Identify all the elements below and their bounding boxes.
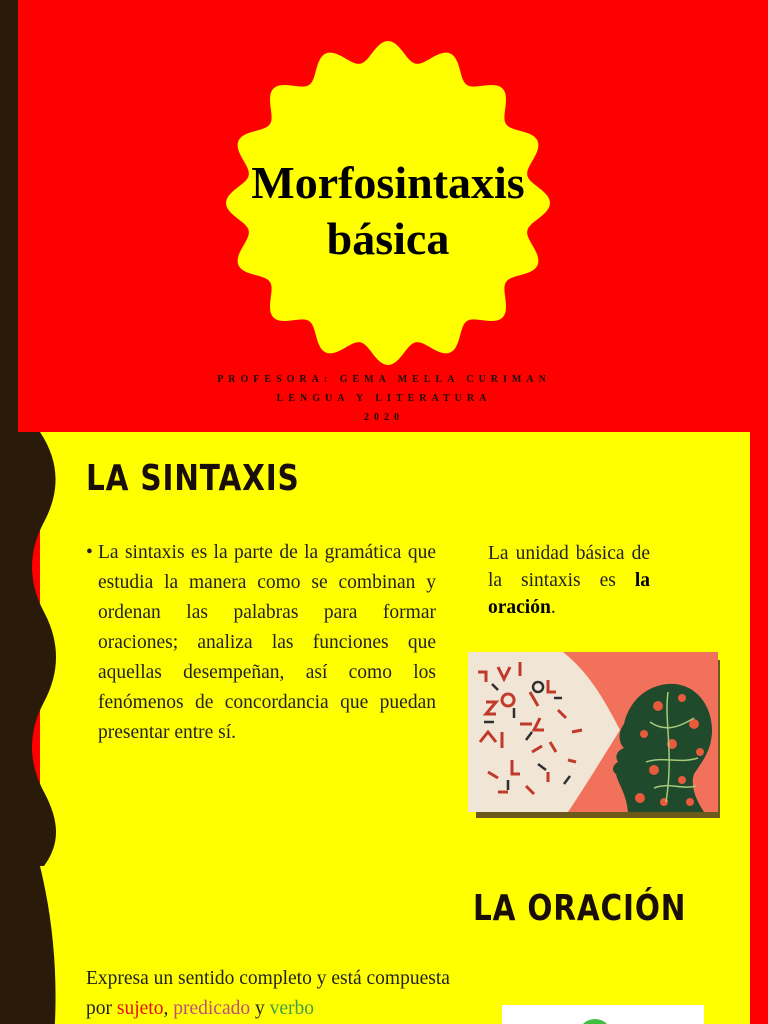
sentence-definition bbox=[86, 964, 466, 1024]
definition-text: La sintaxis es la parte de la gramática que estudia la manera como se combinan y ordenan las palabras para formar oraciones; analiza las funciones que aquellas desempeñan, así como los fenómenos de concordancia que puedan presentar entre sí. bbox=[98, 542, 436, 743]
word-sujeto: sujeto bbox=[116, 998, 164, 1019]
unit-bold: la oración bbox=[488, 570, 650, 618]
subtitle-teacher: PROFESORA: GEMA MELLA CURIMAN bbox=[217, 374, 551, 385]
word-predicado: predicado bbox=[173, 998, 251, 1019]
title-slide bbox=[0, 0, 768, 432]
title-line-1: Morfosintaxis bbox=[251, 157, 525, 208]
section-heading: LA SINTAXIS bbox=[86, 458, 300, 499]
bullet-marker: • bbox=[86, 542, 93, 563]
title-line-2: básica bbox=[326, 213, 450, 264]
unit-text: La unidad básica de la sintaxis es bbox=[488, 543, 650, 591]
definition-bullet bbox=[86, 538, 436, 748]
section-heading: LA ORACIÓN bbox=[473, 888, 687, 929]
word-verbo: verbo bbox=[269, 998, 315, 1019]
wavy-left-border bbox=[0, 866, 60, 1024]
unit-period: . bbox=[550, 597, 556, 618]
basic-unit-text bbox=[488, 540, 650, 621]
oracion-slide bbox=[0, 866, 768, 1024]
definition-text: Expresa un sentido completo y está compuesta por bbox=[86, 968, 450, 1019]
subtitle-year: 2020 bbox=[364, 412, 404, 423]
wavy-left-border bbox=[0, 432, 60, 866]
speaking-head-illustration bbox=[468, 652, 720, 818]
conjunction: y bbox=[250, 998, 270, 1019]
left-accent-bar bbox=[0, 0, 18, 432]
subtitle-subject: LENGUA Y LITERATURA bbox=[276, 393, 492, 404]
presentation-title bbox=[224, 155, 552, 267]
comma: , bbox=[163, 998, 174, 1019]
sintaxis-slide bbox=[0, 432, 768, 866]
